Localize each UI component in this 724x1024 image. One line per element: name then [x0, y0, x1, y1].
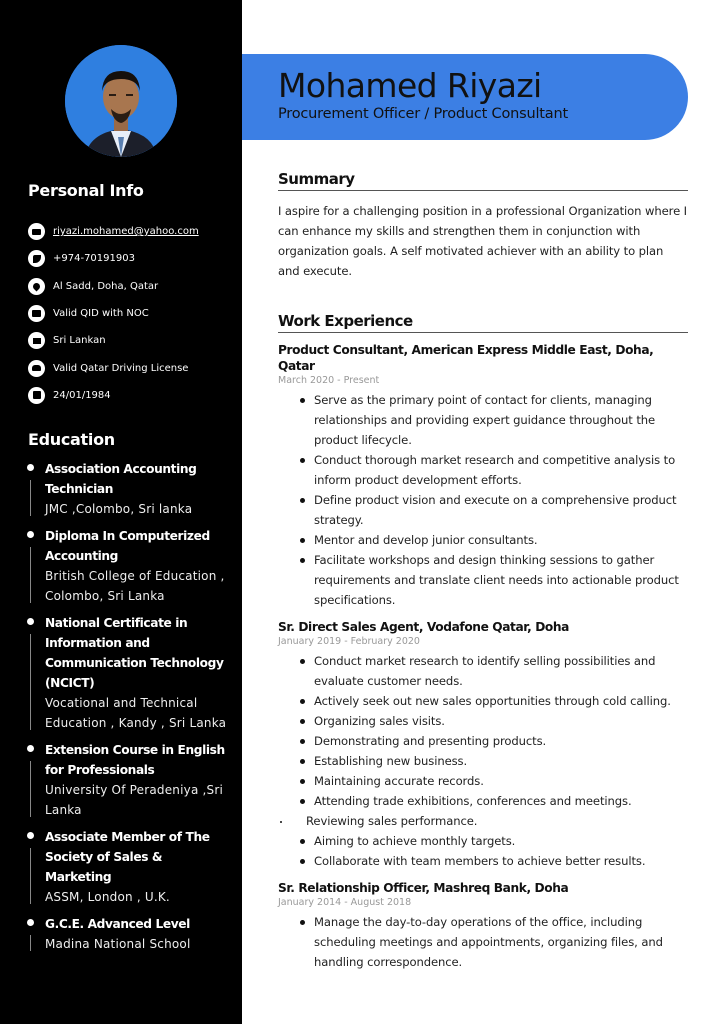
job-title: Sr. Direct Sales Agent, Vodafone Qatar, Doha: [278, 620, 569, 634]
job-date: January 2014 - August 2018: [278, 897, 412, 908]
education-item: [27, 740, 232, 820]
id-card-icon: [28, 305, 45, 322]
education-title: Association Accounting Technician: [45, 462, 197, 496]
bullet-icon: [27, 919, 34, 926]
timeline-line: [30, 547, 31, 603]
duty-item: Facilitate workshops and design thinking sessions to gather requirements and translate client needs into actionable product specifications.: [278, 550, 688, 610]
education-school: Vocational and Technical Education , Kandy , Sri Lanka: [45, 696, 227, 730]
info-row-qid: [28, 300, 233, 327]
timeline-line: [30, 634, 31, 730]
duty-item: Serve as the primary point of contact for clients, managing relationships and providing expert guidance throughout the product lifecycle.: [278, 390, 688, 450]
timeline-line: [30, 848, 31, 904]
bullet-icon: [27, 531, 34, 538]
bullet-icon: [27, 464, 34, 471]
main-content: [278, 170, 688, 972]
education-title: Associate Member of The Society of Sales & Marketing: [45, 830, 210, 884]
candidate-role: Procurement Officer / Product Consultant: [278, 106, 568, 122]
nationality-text: Sri Lankan: [53, 335, 106, 347]
sidebar: [0, 0, 242, 1024]
job-date: March 2020 - Present: [278, 375, 380, 386]
info-row-birthdate: [28, 382, 233, 409]
summary-heading: Summary: [278, 170, 688, 191]
personal-info-heading: Personal Info: [28, 181, 144, 200]
timeline-line: [30, 935, 31, 951]
job-title: Product Consultant, American Express Middle East, Doha, Qatar: [278, 343, 654, 373]
duty-item: Demonstrating and presenting products.: [278, 731, 688, 751]
education-title: Extension Course in English for Professionals: [45, 743, 225, 777]
info-row-phone: [28, 245, 233, 272]
education-item: [27, 914, 232, 954]
duty-list: [278, 390, 688, 610]
info-row-location: [28, 273, 233, 300]
education-heading: Education: [28, 430, 115, 449]
info-row-license: [28, 354, 233, 381]
duty-item: Conduct thorough market research and competitive analysis to inform product development efforts.: [278, 450, 688, 490]
duty-item: Reviewing sales performance.: [278, 811, 688, 831]
car-icon: [28, 360, 45, 377]
calendar-icon: [28, 387, 45, 404]
location-text: Al Sadd, Doha, Qatar: [53, 280, 159, 292]
education-school: British College of Education , Colombo, Sri Lanka: [45, 569, 225, 603]
education-school: JMC ,Colombo, Sri lanka: [45, 502, 193, 516]
summary-text: I aspire for a challenging position in a professional Organization where I can enhance my skills and strengthen them in conjunction with organization goals. A self motivated achiever with an ability to plan and execute.: [278, 204, 688, 278]
duty-item: Organizing sales visits.: [278, 711, 688, 731]
education-title: G.C.E. Advanced Level: [45, 917, 190, 931]
education-list: [27, 459, 232, 961]
timeline-line: [30, 761, 31, 817]
education-item: [27, 526, 232, 606]
job-entry: [278, 880, 688, 972]
duty-item: Define product vision and execute on a comprehensive product strategy.: [278, 490, 688, 530]
duty-item: Mentor and develop junior consultants.: [278, 530, 688, 550]
education-title: National Certificate in Information and Communication Technology (NCICT): [45, 616, 224, 690]
duty-list: [278, 651, 688, 871]
license-text: Valid Qatar Driving License: [53, 362, 189, 374]
duty-item: Attending trade exhibitions, conferences and meetings.: [278, 791, 688, 811]
personal-info-list: [28, 218, 233, 409]
profile-photo: [65, 45, 177, 157]
job-date: January 2019 - February 2020: [278, 636, 420, 647]
duty-item: Maintaining accurate records.: [278, 771, 688, 791]
education-school: University Of Peradeniya ,Sri Lanka: [45, 783, 224, 817]
bullet-icon: [27, 745, 34, 752]
duty-item: Establishing new business.: [278, 751, 688, 771]
location-icon: [28, 278, 45, 295]
duty-item: Aiming to achieve monthly targets.: [278, 831, 688, 851]
candidate-name: Mohamed Riyazi: [278, 66, 542, 105]
job-entry: [278, 619, 688, 871]
education-school: Madina National School: [45, 937, 191, 951]
education-item: [27, 613, 232, 733]
email-link[interactable]: riyazi.mohamed@yahoo.com: [53, 226, 199, 238]
job-title: Sr. Relationship Officer, Mashreq Bank, Doha: [278, 881, 569, 895]
email-icon: [28, 223, 45, 240]
job-entry: [278, 342, 688, 610]
phone-icon: [28, 250, 45, 267]
work-experience-heading: Work Experience: [278, 312, 688, 333]
birthdate-text: 24/01/1984: [53, 389, 111, 401]
education-title: Diploma In Computerized Accounting: [45, 529, 210, 563]
info-row-email: [28, 218, 233, 245]
info-row-nationality: [28, 327, 233, 354]
bullet-icon: [27, 618, 34, 625]
bullet-icon: [27, 832, 34, 839]
timeline-line: [30, 480, 31, 516]
education-item: [27, 827, 232, 907]
phone-text: +974-70191903: [53, 253, 135, 265]
duty-item: Actively seek out new sales opportunities through cold calling.: [278, 691, 688, 711]
duty-list: [278, 912, 688, 972]
duty-item: Conduct market research to identify selling possibilities and evaluate customer needs.: [278, 651, 688, 691]
education-school: ASSM, London , U.K.: [45, 890, 170, 904]
avatar: [65, 45, 177, 157]
education-item: [27, 459, 232, 519]
duty-item: Collaborate with team members to achieve better results.: [278, 851, 688, 871]
flag-icon: [28, 332, 45, 349]
qid-text: Valid QID with NOC: [53, 308, 149, 320]
duty-item: Manage the day-to-day operations of the office, including scheduling meetings and appointments, organizing files, and handling correspondence.: [278, 912, 688, 972]
